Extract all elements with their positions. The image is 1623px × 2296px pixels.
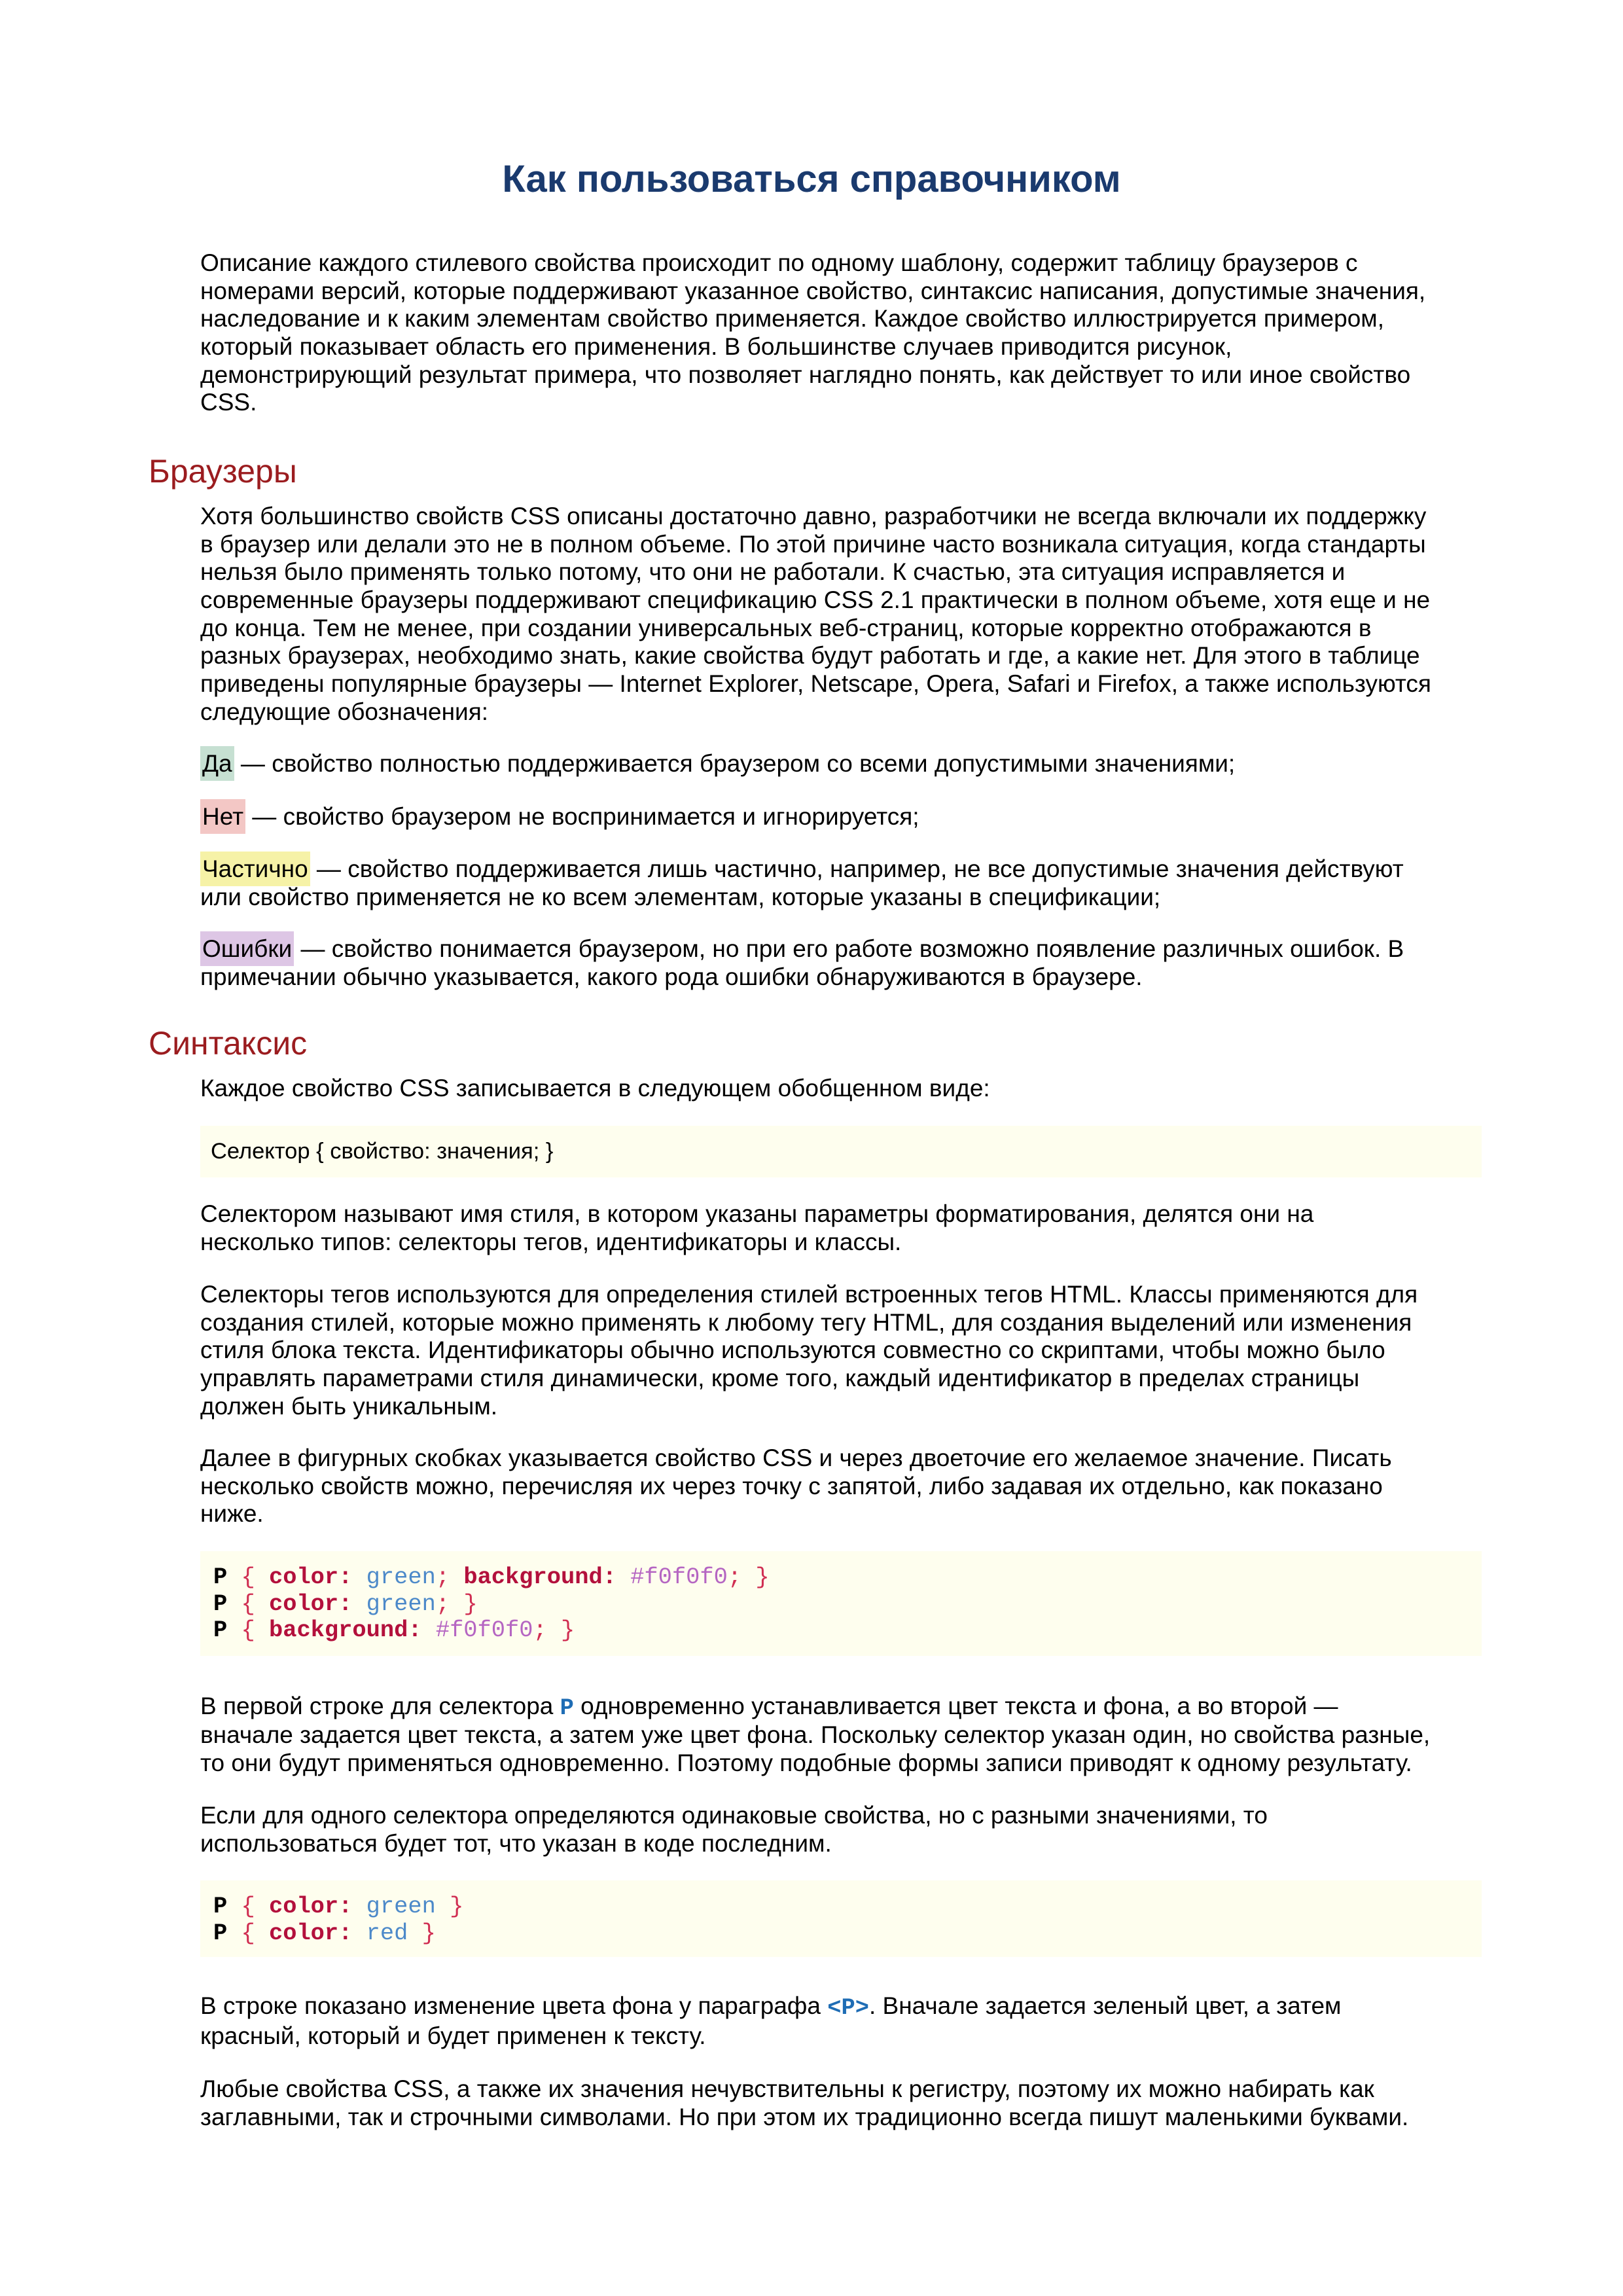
- code-line: [213, 1564, 1469, 1591]
- paragraph-selector: [200, 1200, 1482, 1256]
- text-line: управлять параметрами стиля динамически, кроме того, каждый идентификатор в пределах страницы: [200, 1365, 1360, 1392]
- code-punctuation: {: [227, 1617, 269, 1643]
- paragraph-case-insensitivity: [200, 2075, 1482, 2131]
- code-punctuation: ; }: [533, 1617, 575, 1643]
- legend-badge-partial: Частично: [200, 852, 310, 886]
- text-line: Если для одного селектора определяются одинаковые свойства, но с разными значениями, то: [200, 1802, 1268, 1829]
- code-punctuation: {: [227, 1920, 269, 1946]
- legend-item-partial: [200, 855, 1482, 911]
- browsers-paragraph: [200, 503, 1482, 726]
- text-line: несколько свойств можно, перечисляя их через точку с запятой, либо задавая их отдельно, как показано: [200, 1472, 1383, 1499]
- legend-item-yes: [200, 750, 1482, 778]
- section-heading-browsers: Браузеры: [149, 453, 297, 490]
- legend-item-errors: [200, 935, 1482, 991]
- text-line: демонстрирующий результат примера, что позволяет наглядно понять, как действует то или иное свойство: [200, 361, 1411, 388]
- text-line: [200, 1691, 1482, 1721]
- legend-badge-no: Нет: [200, 799, 245, 834]
- code-hex-value: #f0f0f0: [616, 1564, 728, 1590]
- legend-description: — свойство понимается браузером, но при его работе возможно появление различных ошибок. В: [300, 935, 1404, 962]
- text-line: то они будут применяться одновременно. Поэтому подобные формы записи приводят к одному результату.: [200, 1749, 1412, 1776]
- code-selector: P: [213, 1590, 228, 1617]
- code-punctuation: }: [435, 1893, 464, 1920]
- legend-badge-yes: Да: [200, 746, 234, 781]
- code-value: green: [352, 1590, 436, 1617]
- code-punctuation: ; }: [435, 1590, 478, 1617]
- text-line: должен быть уникальным.: [200, 1392, 498, 1420]
- text-line: несколько типов: селекторы тегов, идентификаторы и классы.: [200, 1228, 902, 1255]
- text-line: Далее в фигурных скобках указывается свойство CSS и через двоеточие его желаемое значение. Писать: [200, 1444, 1392, 1471]
- code-value: green: [352, 1564, 436, 1590]
- text-line: красный, который и будет применен к тексту.: [200, 2022, 706, 2049]
- paragraph-same-property: [200, 1802, 1482, 1857]
- paragraph-first-line-explanation: [200, 1691, 1482, 1777]
- text-line: [200, 1990, 1482, 2022]
- text-line: [200, 855, 1482, 884]
- code-block-general-form: Селектор { свойство: значения; }: [200, 1126, 1482, 1177]
- text-fragment: . Вначале задается зеленый цвет, а затем: [868, 1992, 1342, 2019]
- paragraph-color-change: [200, 1990, 1482, 2051]
- text-fragment: одновременно устанавливается цвет текста и фона, а во второй —: [580, 1693, 1338, 1719]
- text-line: приведены популярные браузеры — Internet Explorer, Netscape, Opera, Safari и Firefox, а также используются: [200, 670, 1431, 698]
- code-punctuation: {: [227, 1893, 269, 1920]
- inline-code-tag: <P>: [827, 1995, 869, 2021]
- code-punctuation: {: [227, 1564, 269, 1590]
- text-line: Хотя большинство свойств CSS описаны достаточно давно, разработчики не всегда включали их поддержку: [200, 503, 1427, 529]
- code-punctuation: ;: [435, 1564, 464, 1590]
- code-property: color:: [268, 1564, 353, 1590]
- code-selector: P: [213, 1920, 228, 1946]
- code-line: [213, 1617, 1469, 1644]
- text-line: разных браузерах, необходимо знать, какие свойства будут работать и где, а какие нет. Для этого в таблице: [200, 642, 1420, 670]
- text-line: в браузер или делали это не в полном объеме. По этой причине часто возникала ситуация, когда стандарты: [200, 530, 1426, 558]
- legend-description: — свойство поддерживается лишь частично, например, не все допустимые значения действуют: [316, 855, 1404, 882]
- code-line: [213, 1893, 1469, 1920]
- code-selector: P: [213, 1617, 228, 1643]
- code-punctuation: {: [227, 1590, 269, 1617]
- code-hex-value: #f0f0f0: [421, 1617, 533, 1643]
- code-selector: P: [213, 1893, 228, 1920]
- code-property: background:: [463, 1564, 616, 1590]
- text-line: Селекторы тегов используются для определения стилей встроенных тегов HTML. Классы применяются для: [200, 1281, 1418, 1308]
- text-line: ниже.: [200, 1500, 264, 1528]
- text-line: Каждое свойство CSS записывается в следующем обобщенном виде:: [200, 1075, 990, 1102]
- text-line: [200, 750, 1482, 778]
- text-line: до конца. Тем не менее, при создании универсальных веб-страниц, которые корректно отображаются в: [200, 614, 1372, 641]
- text-line: заглавными, так и строчными символами. Но при этом их традиционно всегда пишут маленькими буквами.: [200, 2103, 1409, 2130]
- code-selector: P: [213, 1564, 228, 1590]
- code-value: red: [352, 1920, 408, 1946]
- legend-description: — свойство полностью поддерживается браузером со всеми допустимыми значениями;: [240, 750, 1236, 777]
- section-heading-syntax: Синтаксис: [149, 1025, 308, 1062]
- text-line: Описание каждого стилевого свойства происходит по одному шаблону, содержит таблицу браузеров с: [200, 249, 1358, 276]
- text-line: Селектором называют имя стиля, в котором указаны параметры форматирования, делятся они на: [200, 1200, 1314, 1227]
- code-block-example-2: [200, 1880, 1482, 1957]
- inline-code-selector: P: [560, 1695, 574, 1721]
- intro-paragraph: [200, 249, 1482, 417]
- text-line: примечании обычно указывается, какого рода ошибки обнаруживаются в браузере.: [200, 963, 1143, 990]
- code-block-example-1: [200, 1551, 1482, 1656]
- text-line: нельзя было применять только потому, что они не работали. К счастью, эта ситуация исправляется и: [200, 558, 1346, 586]
- text-line: наследование и к каким элементам свойство применяется. Каждое свойство иллюстрируется примером,: [200, 305, 1384, 332]
- paragraph-declarations: [200, 1444, 1482, 1528]
- text-line: CSS.: [200, 389, 257, 416]
- text-line: [200, 803, 1482, 831]
- legend-badge-errors: Ошибки: [200, 931, 294, 966]
- code-property: color:: [268, 1920, 353, 1946]
- text-line: номерами версий, которые поддерживают указанное свойство, синтаксис написания, допустимые значения,: [200, 277, 1426, 304]
- text-line: Любые свойства CSS, а также их значения нечувствительны к регистру, поэтому их можно набирать как: [200, 2075, 1374, 2102]
- code-value: green: [352, 1893, 436, 1920]
- paragraph-general-form: [200, 1075, 1482, 1103]
- text-line: который показывает область его применения. В большинстве случаев приводится рисунок,: [200, 333, 1232, 361]
- code-punctuation: }: [408, 1920, 436, 1946]
- code-punctuation: ; }: [727, 1564, 770, 1590]
- text-line: стиля блока текста. Идентификаторы обычно используются совместно со скриптами, чтобы можно было: [200, 1336, 1385, 1364]
- code-property: color:: [268, 1893, 353, 1920]
- text-fragment: В первой строке для селектора: [200, 1693, 554, 1719]
- code-property: background:: [268, 1617, 422, 1643]
- code-line: [213, 1591, 1469, 1618]
- text-line: следующие обозначения:: [200, 698, 489, 725]
- legend-item-no: [200, 803, 1482, 831]
- page-title: Как пользоваться справочником: [502, 158, 1121, 200]
- text-line: современные браузеры поддерживают спецификацию CSS 2.1 практически в полном объеме, хотя еще и не: [200, 586, 1431, 614]
- paragraph-selector-types: [200, 1281, 1482, 1420]
- text-line: [200, 935, 1482, 963]
- code-line: [213, 1920, 1469, 1947]
- legend-description: — свойство браузером не воспринимается и игнорируется;: [252, 803, 919, 830]
- text-line: вначале задается цвет текста, а затем уже цвет фона. Поскольку селектор указан один, но свойства разные,: [200, 1721, 1431, 1748]
- text-line: использоваться будет тот, что указан в коде последним.: [200, 1829, 832, 1857]
- code-property: color:: [268, 1590, 353, 1617]
- text-fragment: В строке показано изменение цвета фона у параграфа: [200, 1992, 821, 2019]
- text-line: или свойство применяется не ко всем элементам, которые указаны в спецификации;: [200, 883, 1161, 910]
- text-line: создания стилей, которые можно применять к любому тегу HTML, для создания выделений или изменения: [200, 1308, 1412, 1336]
